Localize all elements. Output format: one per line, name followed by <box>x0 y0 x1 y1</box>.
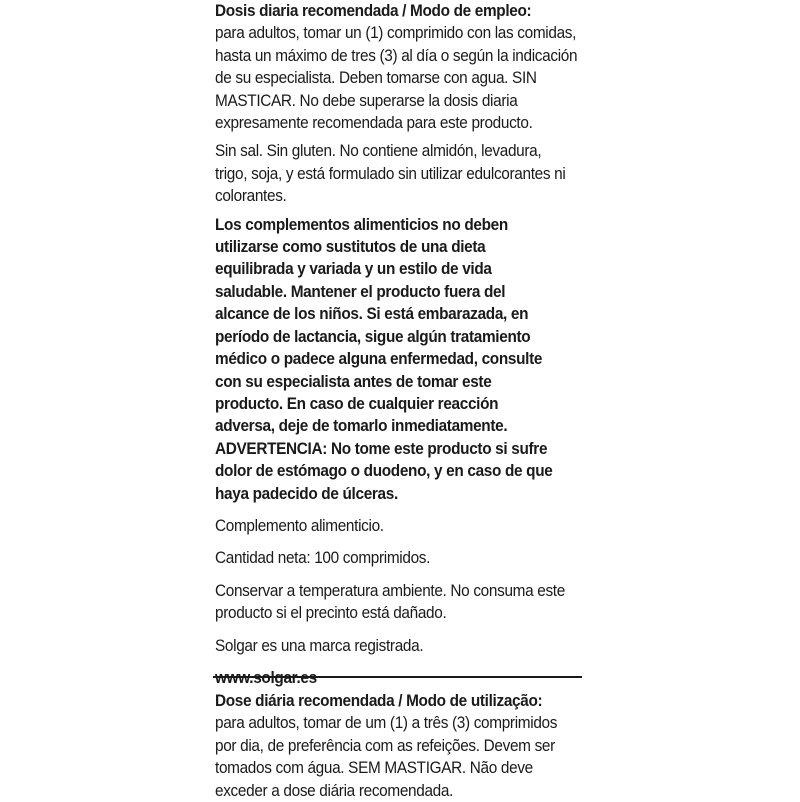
spanish-label-text <box>215 0 578 689</box>
supplement-text: Complemento alimenticio. <box>215 516 384 535</box>
website-note <box>215 667 568 689</box>
dosage-section-es <box>215 0 578 134</box>
dosage-line: hasta un máximo de tres (3) al día o según la indicación <box>215 46 578 65</box>
website-link[interactable] <box>215 667 568 689</box>
free-from-section <box>215 140 568 207</box>
storage-line: producto si el precinto está dañado. <box>215 604 447 623</box>
dosage-line-pt: tomados com água. SEM MASTIGAR. Não deve <box>215 759 533 778</box>
dosage-heading-es: Dosis diaria recomendada / Modo de empleo: <box>215 2 532 20</box>
warning-line: período de lactancia, sigue algún tratamiento <box>215 327 531 346</box>
warning-line: alcance de los niños. Si está embarazada, en <box>215 305 529 324</box>
free-from-line: trigo, soja, y está formulado sin utilizar edulcorantes ni <box>215 164 566 183</box>
free-from-line: Sin sal. Sin gluten. No contiene almidón, levadura, <box>215 142 542 161</box>
warning-line: producto. En caso de cualquier reacción <box>215 394 499 413</box>
warning-line: dolor de estómago o duodeno, y en caso de que <box>215 462 553 481</box>
dosage-line: para adultos, tomar un (1) comprimido con las comidas, <box>215 24 577 43</box>
storage-line: Conservar a temperatura ambiente. No consuma este <box>215 581 565 600</box>
warning-section <box>215 214 568 505</box>
free-from-line: colorantes. <box>215 187 287 206</box>
trademark-note <box>215 635 568 657</box>
dosage-line: MASTICAR. No debe superarse la dosis diaria <box>215 91 518 110</box>
warning-line: utilizarse como sustitutos de una dieta <box>215 238 486 257</box>
storage-section <box>215 580 568 625</box>
dosage-line-pt: por dia, de preferência com as refeições. Devem ser <box>215 736 555 755</box>
warning-line: con su especialista antes de tomar este <box>215 372 492 391</box>
warning-line: equilibrada y variada y un estilo de vida <box>215 260 492 279</box>
net-quantity-note <box>215 547 568 569</box>
dosage-heading-pt: Dose diária recomendada / Modo de utilização: <box>215 692 543 710</box>
dosage-section-pt <box>215 690 568 802</box>
warning-line: médico o padece alguna enfermedad, consulte <box>215 350 543 369</box>
warning-line: ADVERTENCIA: No tome este producto si sufre <box>215 439 548 458</box>
trademark-text: Solgar es una marca registrada. <box>215 636 424 655</box>
warning-line: Los complementos alimenticios no deben <box>215 215 508 234</box>
dosage-line: de su especialista. Deben tomarse con agua. SIN <box>215 69 537 88</box>
portuguese-label-text <box>215 690 568 802</box>
dosage-line-pt: para adultos, tomar de um (1) a três (3) comprimidos <box>215 714 558 733</box>
section-divider <box>213 676 582 678</box>
warning-line: adversa, deje de tomarlo inmediatamente. <box>215 417 508 436</box>
warning-line: haya padecido de úlceras. <box>215 484 398 503</box>
warning-line: saludable. Mantener el producto fuera del <box>215 282 506 301</box>
supplement-note <box>215 515 568 537</box>
dosage-line-pt: exceder a dose diária recomendada. <box>215 781 454 800</box>
dosage-line: expresamente recomendada para este producto. <box>215 114 533 133</box>
net-quantity-text: Cantidad neta: 100 comprimidos. <box>215 549 431 568</box>
